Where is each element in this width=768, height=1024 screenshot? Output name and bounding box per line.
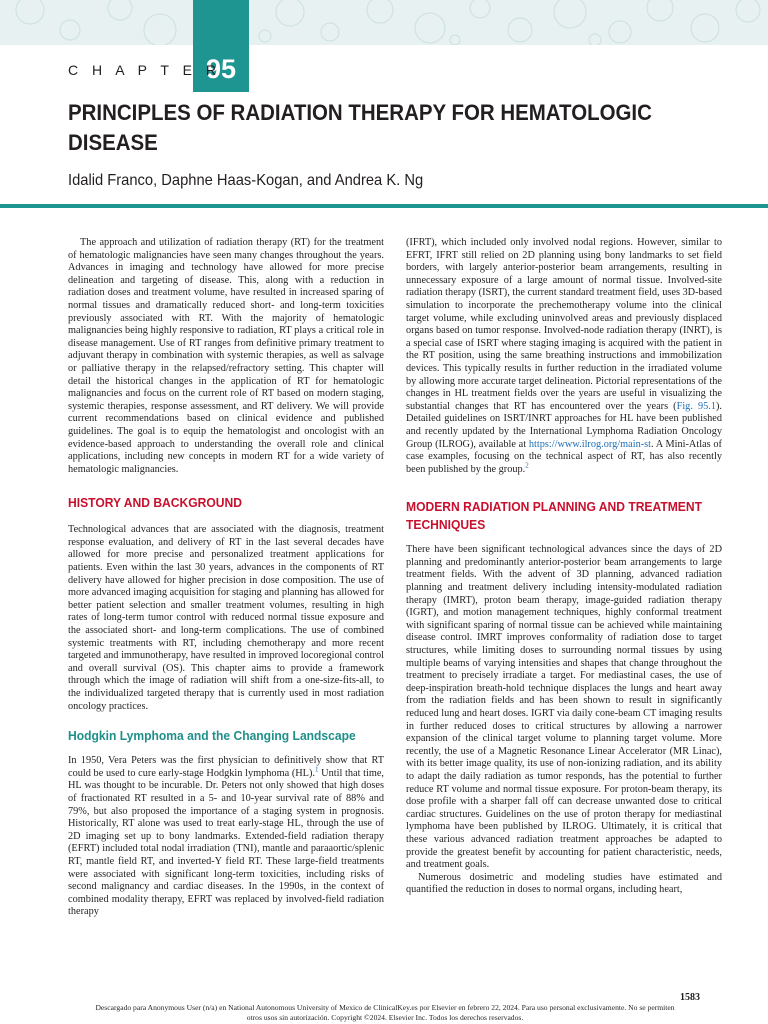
hodgkin-paragraph	[68, 755, 384, 919]
intro-paragraph: The approach and utilization of radiation therapy (RT) for the treatment of hematologic malignancies have seen many changes throughout the years. Advances in imaging and technology have allowed for more precise delineation and targeting of disease. This, along with a reduction in radiation doses and treatment volume, have resulted in increased sparing of normal tissues and dramatically reduced short- and long-term toxicities previously associated with RT. With the majority of hematologic malignancies being highly responsive to radiation, RT plays a critical role in disease management. Use of RT ranges from definitive primary treatment to adjuvant therapy in combination with systemic therapies, as well as salvage or palliative therapy in the relapsed/refractory setting. This chapter will detail the historical changes in the application of RT for hematologic malignancies and focus on the current role of RT based on modern staging, systemic therapies, response assessment, and RT delivery. We will provide current recommendations based on clinical evidence and published guidelines. The goal is to equip the hematologist and oncologist with an evidence-based approach to understanding the overall role and clinical applications, including new concepts in modern RT for a wide variety of hematologic malignancies.	[68, 237, 384, 475]
continuation-text-a: (IFRT), which included only involved nodal regions. However, similar to EFRT, IFRT still relied on 2D planning using bony landmarks to set field borders, with largely anterior-posterior beam arrangements, resulting in unnecessary exposure of a large amount of normal tissue. Involved-site radiation therapy (ISRT), the current standard treatment field, uses 3D-based simulation to incorporate the prechemotherapy volume into the clinical target volume, while excluding uninvolved areas and previously displaced organs based on tumor response. Involved-node radiation therapy (INRT), is a special case of ISRT where staging imaging is acquired with the patient in the RT position, using the same breathing instructions and immobilization devices. This typically results in further reduction in the irradiated volume by allowing more accurate target delineation. Pictorial representations of the changes in HL treatment fields over the years are useful in visualizing the substantial changes that RT has encountered over the years (	[406, 237, 722, 412]
continuation-paragraph	[406, 237, 722, 476]
chapter-number: 95	[193, 0, 249, 92]
chapter-label: C H A P T E R	[68, 62, 221, 78]
citation-2[interactable]: 2	[525, 461, 529, 470]
subsection-heading-hodgkin: Hodgkin Lymphoma and the Changing Landscape	[68, 728, 356, 744]
decorative-bubble-pattern	[0, 0, 768, 45]
citation-1[interactable]: 1	[314, 765, 319, 774]
download-footer: Descargado para Anonymous User (n/a) en National Autonomous University of Mexico de ClinicalKey.es por Elsevier en febrero 22, 2024. Para uso personal exclusivamente. No se permiten otros usos sin autorización. Copyright ©2024. Elsevier Inc. Todos los derechos reservados.	[95, 1003, 675, 1022]
section-heading-history: HISTORY AND BACKGROUND	[68, 495, 242, 511]
continuation-text-c: . A Mini-Atlas of case examples, focusing on the technical aspect of RT, has also recently been published by the group.	[406, 438, 722, 475]
hodgkin-text-a: In 1950, Vera Peters was the first physician to definitively show that RT could be used to cure early-stage Hodgkin lymphoma (HL).	[68, 755, 384, 779]
figure-link[interactable]: Fig. 95.1	[676, 400, 716, 412]
modern-paragraph-2: Numerous dosimetric and modeling studies have estimated and quantified the reduction in doses to normal organs, including heart,	[406, 871, 722, 896]
page-number: 1583	[680, 992, 700, 1003]
continuation-text-b: ). Detailed guidelines on ISRT/INRT approaches for HL have been published and recently updated by the International Lymphoma Radiation Oncology Group (ILROG), available at	[406, 400, 722, 450]
left-column	[68, 237, 384, 919]
section-heading-modern: MODERN RADIATION PLANNING AND TREATMENT TECHNIQUES	[406, 499, 702, 533]
header-divider	[0, 204, 768, 208]
ilrog-url-link[interactable]: https://www.ilrog.org/main-st	[528, 438, 652, 450]
chapter-title: PRINCIPLES OF RADIATION THERAPY FOR HEMATOLOGIC DISEASE	[68, 100, 652, 155]
history-paragraph: Technological advances that are associated with the diagnosis, treatment response evaluation, and delivery of RT in the last several decades have allowed for more precise and personalized treatment applications for patients. Even within the last 30 years, advances in the components of RT delivery have allowed for higher precision in dose composition. The use of more advanced imaging acquisition for staging and planning has allowed for better patient selection and smaller treatment volumes, resulting in high rates of long-term tumor control with reduced normal tissue exposure and the associated short- and long-term complications. The use of combined systemic treatments with RT, including chemotherapy and more recent targeted and immunotherapy, have resulted in improved locoregional control and overall survival (OS). This chapter aims to provide a framework through which the image of radiation will shift from a one-size-fits-all, to the individualized targeted therapy that is currently used in most radiation oncology practices.	[68, 524, 384, 712]
hodgkin-text-b: Until that time, HL was thought to be incurable. Dr. Peters not only showed that high doses of fractionated RT resulted in a 5- and 10-year survival rate of 88% and 79%, but also proposed the importance of a staging system in prognosis. Historically, RT alone was used to treat early-stage HL, through the use of 2D imaging set up to bony landmarks. Extended-field radiation therapy (EFRT) included total nodal irradiation (TNI), mantle and paraaortic/splenic RT, mantle field RT, and inverted-Y field RT. These large-field treatments were associated with significant long-term toxicities, including risks of second malignancy and cardiac diseases. In the 1990s, in the context of combined modality therapy, EFRT was replaced by involved-field radiation therapy	[68, 767, 384, 918]
chapter-authors: Idalid Franco, Daphne Haas-Kogan, and Andrea K. Ng	[68, 172, 424, 189]
modern-paragraph: There have been significant technological advances since the days of 2D planning and predominantly anterior-posterior beam arrangements to large treatment fields. With the advent of 3D planning, advanced radiation planning and treatment delivery including intensity-modulated radiation therapy (IMRT), proton beam therapy, image-guided radiation therapy (IGRT), and motion management techniques, highly conformal treatment with significant sparing of normal tissue can be achieved while maintaining disease control. IMRT improves conformality of radiation dose to target structures, while limiting doses to surrounding normal tissues by using multiple beams of varying intensities and shapes that change throughout the treatment to precisely irradiate a target. For mediastinal cases, the use of deep-inspiration breath-hold technique displaces the lungs and heart away from the radiation fields and has been shown to result in significantly reduced lung and heart doses. IGRT via daily cone-beam CT imaging results in further reduced doses to critical structures by allowing a narrower expansion of the clinical target volume to planning target volume. More recently, the use of a Magnetic Resonance Linear Accelerator (MR Linac), with its better image quality, its use of non-ionizing radiation, and its ability to adapt the daily radiation as tumor responds, has the potential to further reduce RT volume and normal tissue exposure. For proton-beam therapy, its dose profile with a sharper fall off can decrease unwanted dose to critical cardiac structures. Guidelines on the use of proton therapy for mediastinal lymphoma have been published by ILROG. Ultimately, it is critical that these various advanced radiation treatment approaches be adapted to provide the greatest benefit by accounting for patient characteristic, needs, and treatment goals.	[406, 544, 722, 871]
header-pattern-band	[0, 0, 768, 45]
right-column	[406, 237, 722, 897]
